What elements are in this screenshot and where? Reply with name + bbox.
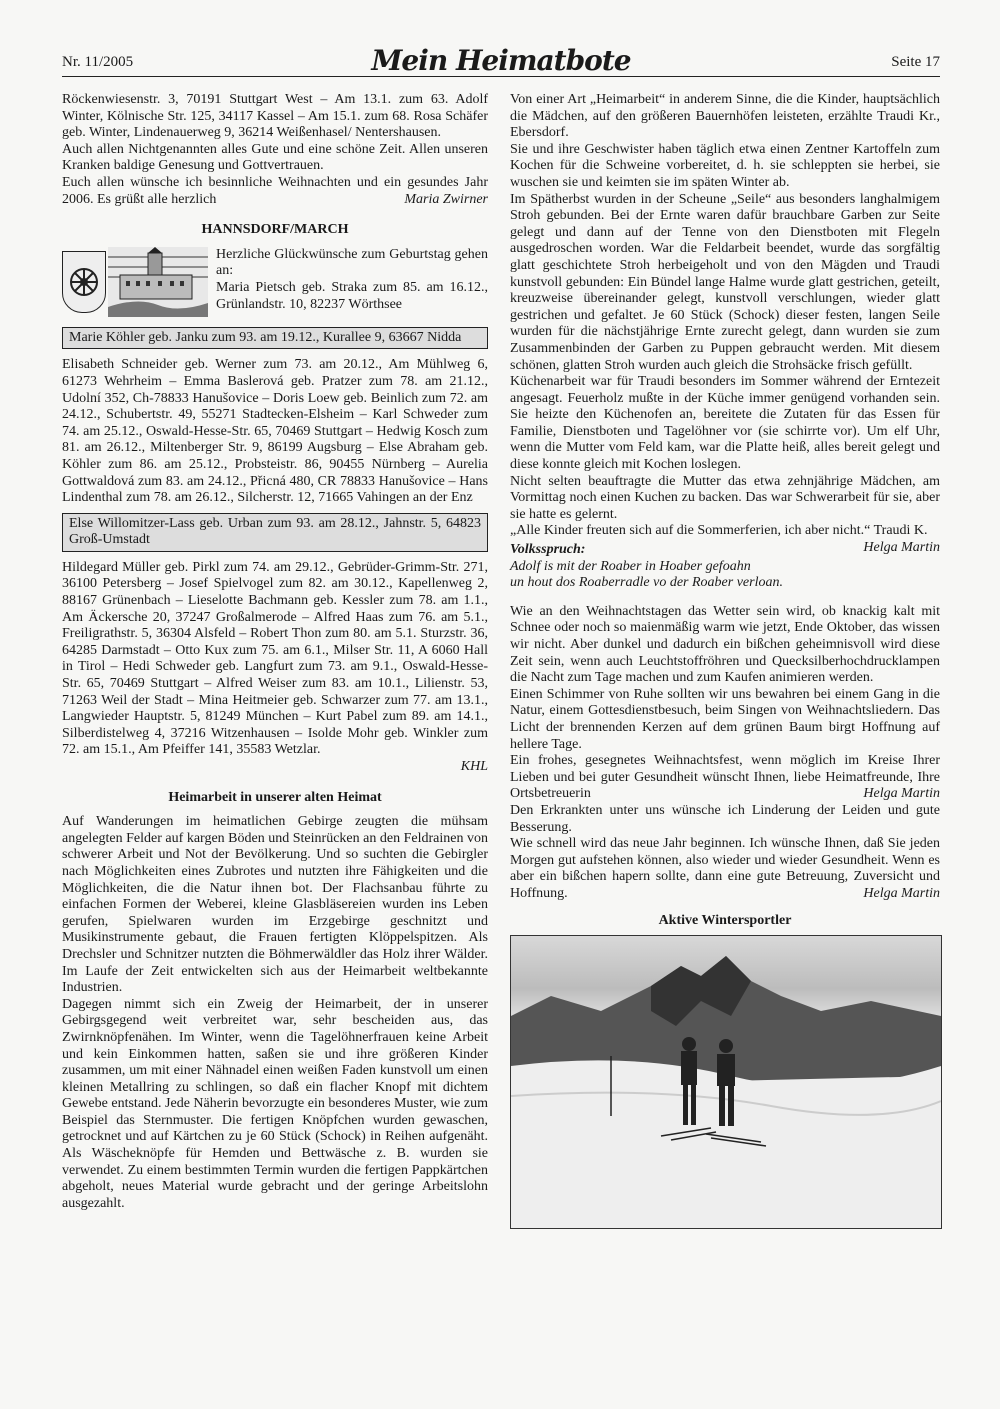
right-paragraph-2: Sie und ihre Geschwister haben täglich etwa einen Zentner Kartoffeln zum Kochen für die Schweine vorbereitet, d. h. sie schleppten sie herbei, sie wuschen sie und keimten sie im späten Winter ab. bbox=[510, 141, 940, 190]
section-heading-heimarbeit: Heimarbeit in unserer alten Heimat bbox=[168, 789, 382, 805]
right-paragraph-7: Wie an den Weihnachtstagen das Wetter sein wird, ob knackig kalt mit Schnee oder noch so maienmäßig warm wie jetzt, Ende Oktober, das wissen wir nicht. Aber dunkel und dadurch ein bißchen geheimnisvoll wird diese Zeit sein, wenn auch Leuchtstoffröhren und Quecksilberhochdrucklampen die Nacht zum Tage machen und zum Kaufen animieren werden. bbox=[510, 603, 940, 686]
hannsdorf-emblem bbox=[62, 247, 210, 319]
right-paragraph-4: Küchenarbeit war für Traudi besonders im Sommer während der Erntezeit angesagt. Feuerholz mußte in der Küche immer genügend vorhanden sein. Sie heizte den Küchenofen an, bereitete die Zutaten für das Essen für Familie, Dienstboten und Tagelöhner vor (sie schirrte vor). Um elf Uhr, wenn die Mutter vom Feld kam, war die Platte heiß, alles bereit gelegt und diese konnte gleich mit Kochen loslegen. bbox=[510, 374, 940, 473]
signature-helga-martin-1: Helga Martin bbox=[863, 540, 940, 556]
heimarbeit-paragraph-1: Auf Wanderungen im heimatlichen Gebirge zeugten die mühsam angelegten Felder auf kargen Böden und Steinrücken an den Feldrainen von schwerer Arbeit und Not der Bevölkerung. Und so suchten die Gebirgler nach Möglichkeiten eines Zubrotes und nutzten ihre Fähigkeiten und die Möglichkeiten, die die Natur ihnen bot. Der Flachsanbau führte zu einfachen Formen der Weberei, kleine Glasbläsereien wurden ins Leben gerufen, Spielwaren wurden im Erzgebirge geschnitzt und Musikinstrumente gebaut, die Frauen fertigten Klöppelspitzen. Als Drechsler und Schnitzer nutzten die Böhmerwäldler das Holz ihrer Wälder. Im Laufe der Zeit entwickelten sich aus der Heimarbeit weltbekannte Industrien. bbox=[62, 814, 488, 996]
right-paragraph-10: Den Erkrankten unter uns wünsche ich Linderung der Leiden und gute Besserung. bbox=[510, 802, 940, 835]
hannsdorf-intro bbox=[62, 247, 488, 319]
right-paragraph-6: „Alle Kinder freuten sich auf die Sommerferien, ich aber nicht.“ Traudi K. Helga Martin bbox=[510, 523, 940, 556]
volksspruch-heading: Volksspruch: bbox=[510, 542, 586, 558]
right-paragraph-5: Nicht selten beauftragte die Mutter das etwa zehnjährige Mädchen, am Vormittag noch einen Kuchen zu backen. Das war Schwerarbeit für sie, aber sie hatte es gelernt. bbox=[510, 473, 940, 522]
birthday-list-1: Elisabeth Schneider geb. Werner zum 73. am 20.12., Am Mühlweg 6, 61273 Wehrheim – Emma Baslerová geb. Pratzer zum 78. am 21.12., Udolní 352, Ch-78833 Hanušovice – Doris Loew geb. Beinlich zum 72. am 24.12., Schubertstr. 49, 55271 Stadtecken-Elsheim – Karl Schweder zum 74. am 25.12., Oswald-Hesse-Str. 65, 70469 Stuttgart – Hedwig Kosch zum 81. am 26.12., Miltenberger Str. 9, 86199 Augsburg – Else Abraham geb. Köhler zum 86. am 25.12., Probsteistr. 86, 90455 Nürnberg – Aurelia Gottwaldová zum 83. am 24.12., Přicná 480, CR 78833 Hanušovice – Hans Lindenthal zum 78. am 26.12., Silcherstr. 12, 71665 Vahingen an der Enz bbox=[62, 357, 488, 506]
castle-illustration-icon bbox=[108, 247, 208, 317]
right-paragraph-9: Ein frohes, gesegnetes Weihnachtsfest, wenn möglich im Kreise Ihrer Lieben und bei guter Gesundheit wünscht Ihnen, liebe Heimatfreunde, Ihre Ortsbetreuerin Helga Martin bbox=[510, 753, 940, 802]
winter-sports-photo bbox=[510, 935, 942, 1229]
intro-paragraph-1: Röckenwiesenstr. 3, 70191 Stuttgart West – Am 13.1. zum 63. Adolf Winter, Kölnische Str. 125, 34117 Kassel – Am 15.1. zum 68. Rosa Schäfer geb. Winter, Lindenauerweg 9, 36214 Weißenhasel/ Nentershausen. bbox=[62, 92, 488, 141]
signature-helga-martin-2: Helga Martin bbox=[863, 786, 940, 802]
issue-number: Nr. 11/2005 bbox=[62, 54, 134, 70]
masthead-title: Mein Heimatbote bbox=[371, 44, 631, 77]
intro-paragraph-3: Euch allen wünsche ich besinnliche Weihnachten und ein gesundes Jahr 2006. Es grüßt alle herzlich Maria Zwirner bbox=[62, 174, 488, 207]
signature-maria-zwirner: Maria Zwirner bbox=[404, 191, 488, 207]
hannsdorf-first-entry: Maria Pietsch geb. Straka zum 85. am 16.12., Grünlandstr. 10, 82237 Wörthsee bbox=[216, 279, 488, 312]
volksspruch-line-2: un hout dos Roaberradle vo der Roaber verloan. bbox=[510, 575, 783, 591]
highlight-box-marie-koehler: Marie Köhler geb. Janku zum 93. am 19.12., Kurallee 9, 63667 Nidda bbox=[62, 327, 488, 350]
left-column bbox=[62, 92, 488, 1212]
signature-helga-martin-3: Helga Martin bbox=[863, 885, 940, 901]
right-column bbox=[510, 92, 940, 1229]
right-paragraph-3: Im Spätherbst wurden in der Scheune „Seile“ aus besonders langhalmigem Stroh gebunden. Bei der Ernte waren dafür brauchbare Garben zur Seite gelegt und dann auf der Tenne von den Dienstboten mit Flegeln ausgedroschen worden. War die Feldarbeit beendet, wurde das sorgfältig glatt geschichtete Stroh herbeigeholt und von den Mägden und Traudi kunstvoll gebunden: Ein Bündel lange Halme wurde glatt gestrichen, geteilt, kreuzweise übereinander gelegt, kunstvoll verschlungen, wieder glatt gestrichen und gefaltet. Je 60 Stück (Schock) dieser festen, langen Seile wurden für die nächstjährige Ernte zurecht gelegt, dann wurden sie zum Zusammenbinden der Garben zu Puppen gebraucht werden. Mit diesem schönen, glatten Stroh wurden auch gleich die Strohsäcke frisch gefüllt. bbox=[510, 191, 940, 373]
page-number: Seite 17 bbox=[891, 54, 940, 70]
volksspruch-line-1: Adolf is mit der Roaber in Hoaber gefoahn bbox=[510, 558, 751, 574]
right-paragraph-1: Von einer Art „Heimarbeit“ in anderem Sinne, die die Kinder, hauptsächlich die Mädchen, auf den größeren Bauernhöfen leisteten, erzählte Traudi Kr., Ebersdorf. bbox=[510, 92, 940, 141]
page-header bbox=[62, 44, 940, 77]
intro-paragraph-2: Auch allen Nichtgenannten alles Gute und eine schöne Zeit. Allen unseren Kranken baldige Genesung und Gottvertrauen. bbox=[62, 141, 488, 174]
mountain-skiers-photo-icon bbox=[511, 956, 941, 1228]
coat-of-arms-icon bbox=[62, 251, 106, 313]
heimarbeit-paragraph-2: Dagegen nimmt sich ein Zweig der Heimarbeit, der in unserer Gebirgsgegend weit verbreitet war, sehr bescheiden aus, das Zwirnknöpfenähen. Im Winter, wenn die Tagelöhnerfrauen keine Arbeit und kein Einkommen hatten, saßen sie und ihre größeren Kinder zusammen, um mit einer Nähnadel einen weißen Faden kunstvoll um einen kleinen Metallring zu schlingen, so daß ein flacher Knopf mit dichtem Gewebe entstand. Jede Näherin bevorzugte ein besonderes Muster, wie zum Beispiel das Sternmuster. Die fertigen Knöpfchen wurden gewaschen, getrocknet und auf Kärtchen zu je 60 Stück (Schock) in Reihen aufgenäht. Als Wäscheknöpfe für Hemden und Bettwäsche z. B. wurden sie verwendet. Zu einem bestimmten Termin wurden die fertigen Pappkärtchen abgeholt, neues Material wurde gebracht und der geringe Arbeitslohn ausgezahlt. bbox=[62, 996, 488, 1211]
hannsdorf-greeting: Herzliche Glückwünsche zum Geburtstag gehen an: bbox=[216, 246, 488, 279]
section-heading-hannsdorf: HANNSDORF/MARCH bbox=[201, 222, 349, 238]
right-paragraph-11: Wie schnell wird das neue Jahr beginnen. Ich wünsche Ihnen, daß Sie jeden Morgen gut aufstehen können, also wieder und wieder Gesundheit. Wenn es aber ein bißchen hapern sollte, dann eine gute Betreuung, Zuversicht und Hoffnung. Helga Martin bbox=[510, 836, 940, 901]
header-rule bbox=[62, 76, 940, 77]
right-paragraph-8: Einen Schimmer von Ruhe sollten wir uns bewahren bei einem Gang in die Natur, einem Gottesdienstbesuch, beim Singen von Weihnachtsliedern. Das Licht der brennenden Kerzen auf dem grünen Baum birgt Hoffnung auf hellere Tage. bbox=[510, 686, 940, 752]
birthday-list-2: Hildegard Müller geb. Pirkl zum 74. am 29.12., Gebrüder-Grimm-Str. 271, 36100 Petersberg – Josef Spielvogel zum 82. am 30.12., Kapellenweg 2, 88167 Grünenbach – Lieselotte Bachmann geb. Kessler zum 78. am 1.1., Am Äckersche 20, 37247 Großalmerode – Alfred Haas zum 76. am 5.1., Freiligrathstr. 5, 36304 Alsfeld – Robert Thon zum 80. am 5.1. Sturzstr. 36, 64285 Darmstadt – Otto Kux zum 75. am 6.1., Milser Str. 11, A 6060 Hall in Tirol – Hedi Schweder geb. Langfurt zum 73. am 9.1., Oswald-Hesse-Str. 65, 70469 Stuttgart – Alfred Weiser zum 83. am 10.1., Lilienstr. 53, 71263 Weil der Stadt – Mina Heitmeier geb. Schwarzer zum 77. am 13.1., Langwieder Hauptstr. 5, 81249 München – Kurt Pabel zum 89. am 14.1., Silberdistelweg 4, 37216 Witzenhausen – Isolde Mohr geb. Winkler zum 72. am 15.1., Am Pfeiffer 141, 35583 Wetzlar. bbox=[62, 559, 488, 758]
signature-khl: KHL bbox=[460, 759, 488, 774]
highlight-box-else-willomitzer: Else Willomitzer-Lass geb. Urban zum 93. am 28.12., Jahnstr. 5, 64823 Groß-Umstadt bbox=[62, 513, 488, 552]
photo-heading: Aktive Wintersportler bbox=[658, 912, 792, 928]
